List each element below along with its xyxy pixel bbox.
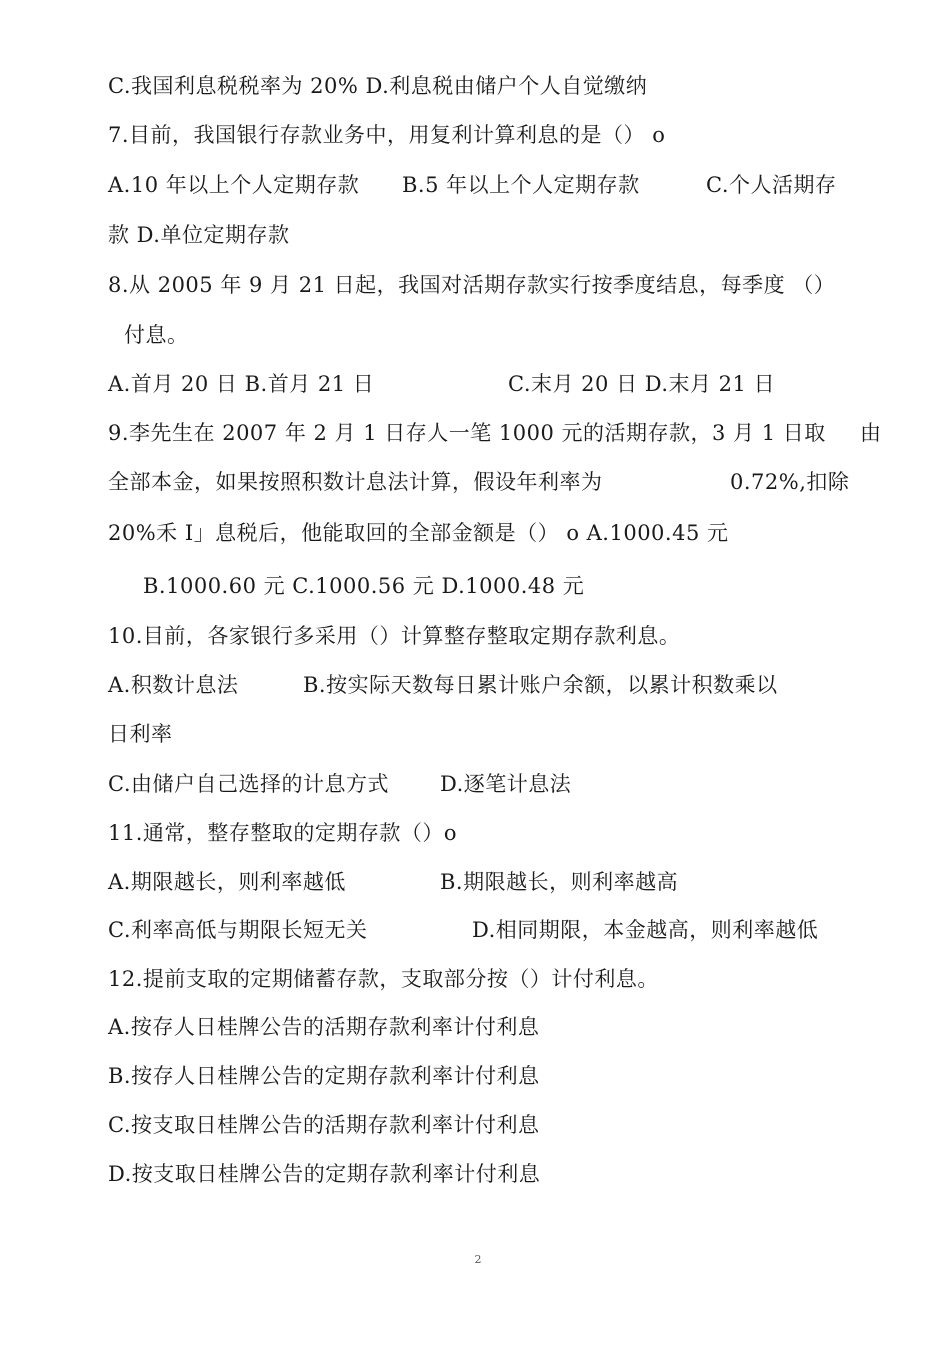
text-line: 12.提前支取的定期储蓄存款，支取部分按（）计付利息。: [108, 967, 659, 991]
text-line: C.个人活期存: [706, 173, 837, 197]
text-line: A.10 年以上个人定期存款: [108, 173, 360, 197]
text-line: 日利率: [108, 722, 173, 746]
text-line: C.利率高低与期限长短无关: [108, 918, 368, 942]
text-line: B.期限越长，则利率越高: [440, 870, 679, 894]
text-line: 由: [860, 421, 882, 445]
text-line: D.相同期限，本金越高，则利率越低: [472, 918, 819, 942]
text-line: A.积数计息法: [108, 673, 239, 697]
text-line: C.按支取日桂牌公告的活期存款利率计付利息: [108, 1113, 540, 1137]
text-line: D.逐笔计息法: [440, 772, 572, 796]
text-line: C.我国利息税税率为 20% D.利息税由储户个人自觉缴纳: [108, 74, 648, 98]
text-line: B.5 年以上个人定期存款: [402, 173, 640, 197]
text-line: 10.目前，各家银行多采用（）计算整存整取定期存款利息。: [108, 624, 681, 648]
text-line: D.按支取日桂牌公告的定期存款利率计付利息: [108, 1162, 541, 1186]
text-line: B.按实际天数每日累计账户余额，以累计积数乘以: [303, 673, 778, 697]
text-line: A.期限越长，则利率越低: [108, 870, 346, 894]
text-line: A.按存人日桂牌公告的活期存款利率计付利息: [108, 1015, 540, 1039]
text-line: 7.目前，我国银行存款业务中，用复利计算利息的是（） o: [108, 123, 666, 147]
text-line: C.末月 20 日 D.末月 21 日: [508, 372, 776, 396]
text-line: C.由储户自己选择的计息方式: [108, 772, 389, 796]
text-line: B.1000.60 元 C.1000.56 元 D.1000.48 元: [143, 574, 585, 598]
text-line: 20%禾 I」息税后，他能取回的全部金额是（） o A.1000.45 元: [108, 521, 729, 545]
text-line: B.按存人日桂牌公告的定期存款利率计付利息: [108, 1064, 540, 1088]
text-line: 0.72%,扣除: [730, 470, 850, 494]
text-line: 款 D.单位定期存款: [108, 223, 290, 247]
text-line: 11.通常，整存整取的定期存款（）o: [108, 821, 458, 845]
text-line: 9.李先生在 2007 年 2 月 1 日存人一笔 1000 元的活期存款，3 月 1 日取: [108, 421, 826, 445]
text-line: 8.从 2005 年 9 月 21 日起，我国对活期存款实行按季度结息，每季度 （）: [108, 273, 836, 297]
page-number: 2: [474, 1253, 482, 1266]
text-line: 全部本金，如果按照积数计息法计算，假设年利率为: [108, 470, 603, 494]
text-line: 付息。: [124, 323, 189, 347]
text-line: A.首月 20 日 B.首月 21 日: [108, 372, 375, 396]
